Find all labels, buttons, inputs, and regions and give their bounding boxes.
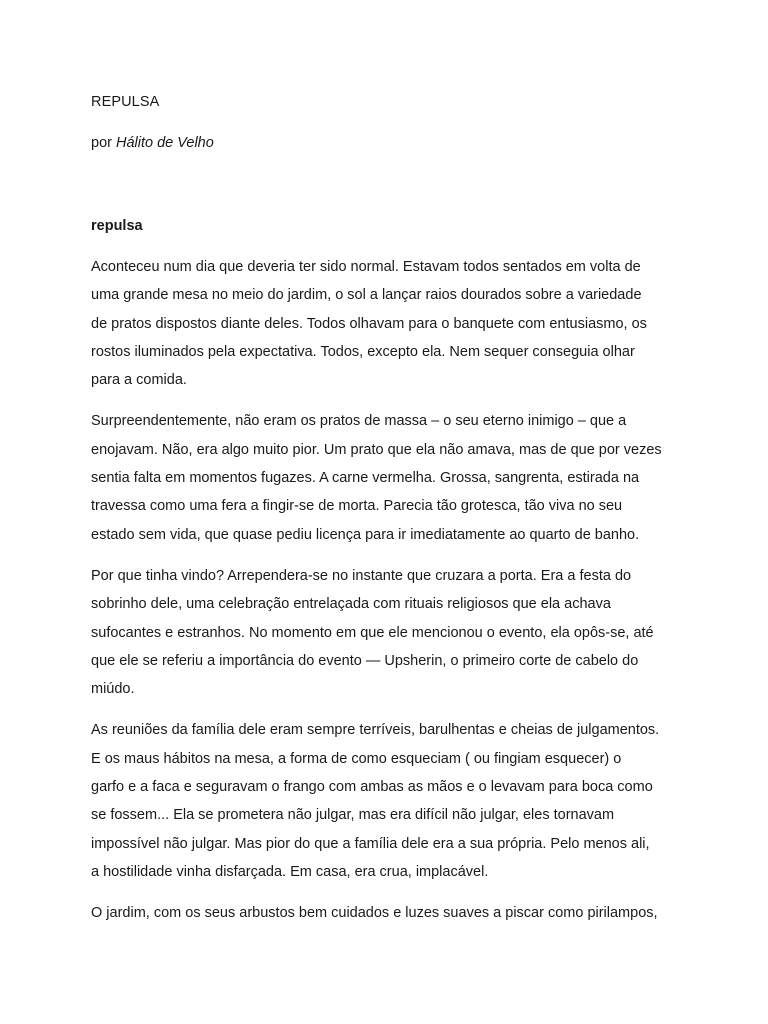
body-paragraph [91, 716, 691, 886]
paragraph-line: sobrinho dele, uma celebração entrelaçada com rituais religiosos que ela achava [91, 596, 611, 613]
document-title: REPULSA [91, 94, 160, 110]
paragraph-line: rostos iluminados pela expectativa. Todos, excepto ela. Nem sequer conseguia olhar [91, 343, 635, 360]
author-name: Hálito de Velho [116, 135, 214, 151]
paragraph-line: As reuniões da família dele eram sempre terríveis, barulhentas e cheias de julgamentos. [91, 722, 660, 739]
byline [91, 129, 691, 157]
paragraph-line: de pratos dispostos diante deles. Todos olhavam para o banquete com entusiasmo, os [91, 315, 647, 332]
paragraph-line: miúdo. [91, 681, 135, 698]
body-text [91, 253, 691, 928]
body-paragraph [91, 253, 691, 394]
paragraph-line: uma grande mesa no meio do jardim, o sol a lançar raios dourados sobre a variedade [91, 287, 642, 304]
paragraph-line: para a comida. [91, 372, 187, 389]
body-paragraph [91, 407, 691, 548]
paragraph-line: E os maus hábitos na mesa, a forma de como esqueciam ( ou fingiam esquecer) o [91, 750, 622, 767]
body-paragraph [91, 899, 691, 927]
paragraph-line: Surpreendentemente, não eram os pratos de massa – o seu eterno inimigo – que a [91, 413, 627, 430]
body-paragraph [91, 562, 691, 703]
paragraph-line: a hostilidade vinha disfarçada. Em casa, era crua, implacável. [91, 863, 489, 880]
section-heading: repulsa [91, 218, 143, 234]
paragraph-line: garfo e a faca e seguravam o frango com ambas as mãos e o levavam para boca como [91, 779, 653, 796]
paragraph-line: estado sem vida, que quase pediu licença para ir imediatamente ao quarto de banho. [91, 526, 640, 543]
paragraph-line: enojavam. Não, era algo muito pior. Um prato que ela não amava, mas de que por vezes [91, 441, 662, 458]
paragraph-line: sufocantes e estranhos. No momento em que ele mencionou o evento, ela opôs-se, até [91, 624, 654, 641]
paragraph-line: O jardim, com os seus arbustos bem cuidados e luzes suaves a piscar como pirilampos, [91, 905, 658, 922]
byline-prefix: por [91, 135, 116, 151]
paragraph-line: se fossem... Ela se prometera não julgar, mas era difícil não julgar, eles tornavam [91, 807, 615, 824]
paragraph-line: Por que tinha vindo? Arrependera-se no instante que cruzara a porta. Era a festa do [91, 567, 632, 584]
document-page [91, 88, 691, 928]
paragraph-line: impossível não julgar. Mas pior do que a família dele era a sua própria. Pelo menos ali, [91, 835, 650, 852]
paragraph-line: Aconteceu num dia que deveria ter sido normal. Estavam todos sentados em volta de [91, 259, 641, 275]
paragraph-line: que ele se referiu a importância do evento — Upsherin, o primeiro corte de cabelo do [91, 652, 639, 669]
paragraph-line: travessa como uma fera a fingir-se de morta. Parecia tão grotesca, tão viva no seu [91, 498, 623, 515]
paragraph-line: sentia falta em momentos fugazes. A carne vermelha. Grossa, sangrenta, estirada na [91, 470, 640, 487]
